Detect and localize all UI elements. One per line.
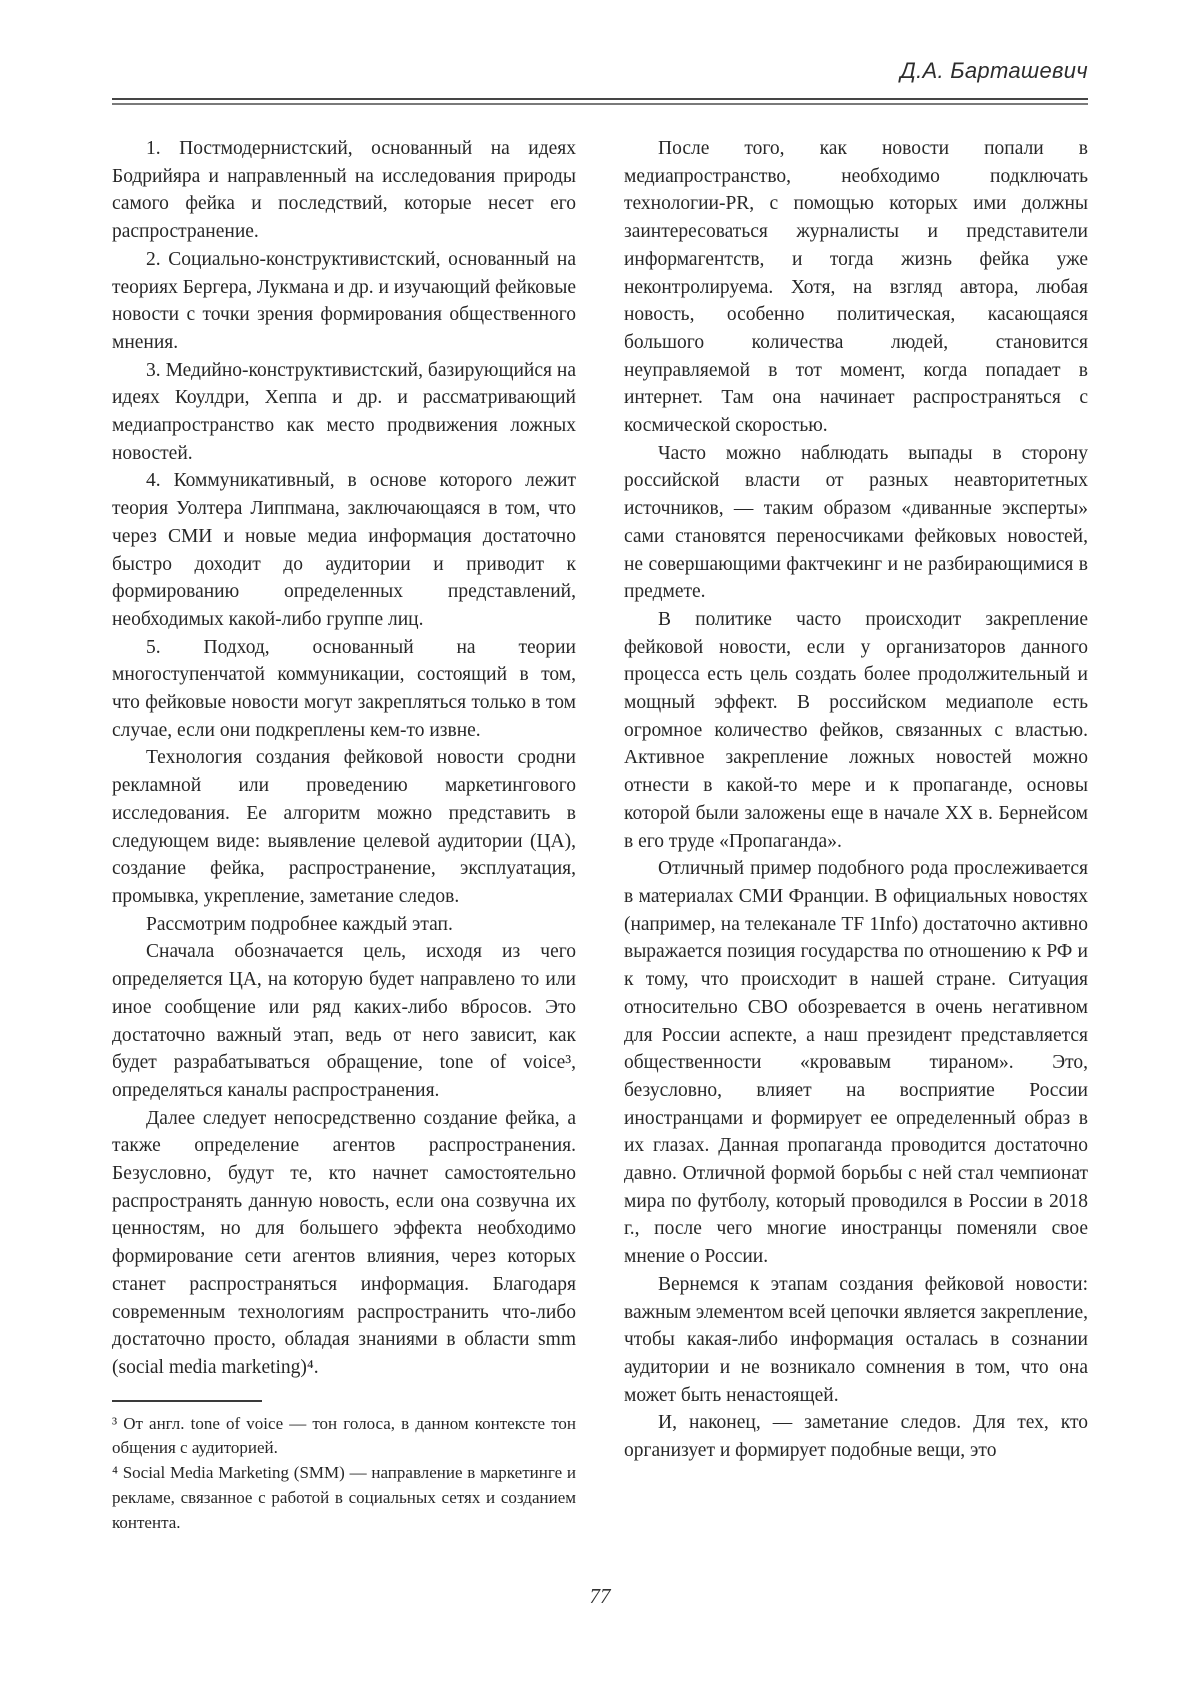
paragraph: 3. Медийно-конструктивистский, базирующийся на идеях Коулдри, Хеппа и др. и рассматривающий медиапространство как место продвижения ложных новостей. (112, 359, 576, 464)
right-column (624, 135, 1088, 1536)
paragraph: И, наконец, — заметание следов. Для тех, кто организует и формирует подобные вещи, это (624, 1412, 1088, 1462)
two-column-text (112, 135, 1088, 1536)
paragraph: Рассмотрим подробнее каждый этап. (146, 913, 453, 935)
footnote: ³ От англ. tone of voice — тон голоса, в данном контексте тон общения с аудиторией. (112, 1413, 576, 1458)
paragraph: 2. Социально-конструктивистский, основанный на теориях Бергера, Лукмана и др. и изучающий фейковые новости с точки зрения формирования общественного мнения. (112, 248, 576, 353)
left-column (112, 135, 576, 1536)
paragraph: После того, как новости попали в медиапространство, необходимо подключать технологии-PR, с помощью которых ими должны заинтересоваться журналисты и представители информагентств, и тогда жизнь фейка уже неконтролируема. Хотя, на взгляд автора, любая новость, особенно политическая, касающаяся большого количества людей, становится неуправляемой в тот момент, когда попадает в интернет. Там она начинает распространяться с космической скоростью. (624, 138, 1088, 437)
paragraph: Сначала обозначается цель, исходя из чего определяется ЦА, на которую будет направлено то или иное сообщение или ряд каких-либо вбросов. Это достаточно важный этап, ведь от него зависит, как будет разрабатываться обращение, tone of voice³, определяться каналы распространения. (112, 941, 576, 1101)
paragraph: Технология создания фейковой новости сродни рекламной или проведению маркетингового исследования. Ее алгоритм можно представить в следующем виде: выявление целевой аудитории (ЦА), создание фейка, распространение, эксплуатация, промывка, укрепление, заметание следов. (112, 747, 576, 907)
paragraph: Далее следует непосредственно создание фейка, а также определение агентов распространения. Безусловно, будут те, кто начнет самостоятельно распространять данную новость, если она созвучна их ценностям, но для большего эффекта необходимо формирование сети агентов влияния, через которых станет распространяться информация. Благодаря современным технологиям распространить что-либо достаточно просто, обладая знаниями в области smm (social media marketing)⁴. (112, 1107, 576, 1378)
page-content (112, 0, 1088, 1536)
paragraph: 1. Постмодернистский, основанный на идеях Бодрийяра и направленный на исследования природы самого фейка и последствий, которые несет его распространение. (112, 138, 576, 243)
page-number: 77 (589, 1584, 611, 1608)
footnote-divider (112, 1400, 262, 1402)
paragraph: Вернемся к этапам создания фейковой новости: важным элементом всей цепочки является закрепление, чтобы какая-либо информация осталась в сознании аудитории и не возникало сомнения в том, что она может быть ненастоящей. (624, 1273, 1088, 1406)
header-rule (112, 98, 1088, 105)
paragraph: Отличный пример подобного рода прослеживается в материалах СМИ Франции. В официальных новостях (например, на телеканале TF 1Info) достаточно активно выражается позиция государства по отношению к РФ и к тому, что происходит в нашей стране. Ситуация относительно СВО обозревается в очень негативном для России аспекте, а наш президент представляется общественности «кровавым тираном». Это, безусловно, влияет на восприятие России иностранцами и формирует ее определенный образ в их глазах. Данная пропаганда проводится достаточно давно. Отличной формой борьбы с ней стал чемпионат мира по футболу, который проводился в России в 2018 г., после чего многие иностранцы поменяли свое мнение о России. (624, 858, 1088, 1268)
paragraph: 4. Коммуникативный, в основе которого лежит теория Уолтера Липпмана, заключающаяся в том, что через СМИ и новые медиа информация достаточно быстро доходит до аудитории и приводит к формированию определенных представлений, необходимых какой-либо группе лиц. (112, 470, 576, 630)
footnote: ⁴ Social Media Marketing (SMM) — направление в маркетинге и рекламе, связанное с работой в социальных сетях и созданием контента. (112, 1463, 576, 1532)
paragraph: 5. Подход, основанный на теории многоступенчатой коммуникации, состоящий в том, что фейковые новости могут закрепляться только в том случае, если они подкреплены кем-то извне. (112, 636, 576, 741)
running-head-author: Д.А. Барташевич (900, 58, 1088, 83)
footnotes (112, 1412, 576, 1536)
paragraph: В политике часто происходит закрепление фейковой новости, если у организаторов данного процесса есть цель создать более продолжительный и мощный эффект. В российском медиаполе есть огромное количество фейков, связанных с властью. Активное закрепление ложных новостей можно отнести в какой-то мере и к пропаганде, основы которой были заложены еще в начале XX в. Бернейсом в его труде «Пропаганда». (624, 608, 1088, 852)
paragraph: Часто можно наблюдать выпады в сторону российской власти от разных неавторитетных источников, — таким образом «диванные эксперты» сами становятся переносчиками фейковых новостей, не совершающими фактчекинг и не разбирающимися в предмете. (624, 442, 1088, 603)
